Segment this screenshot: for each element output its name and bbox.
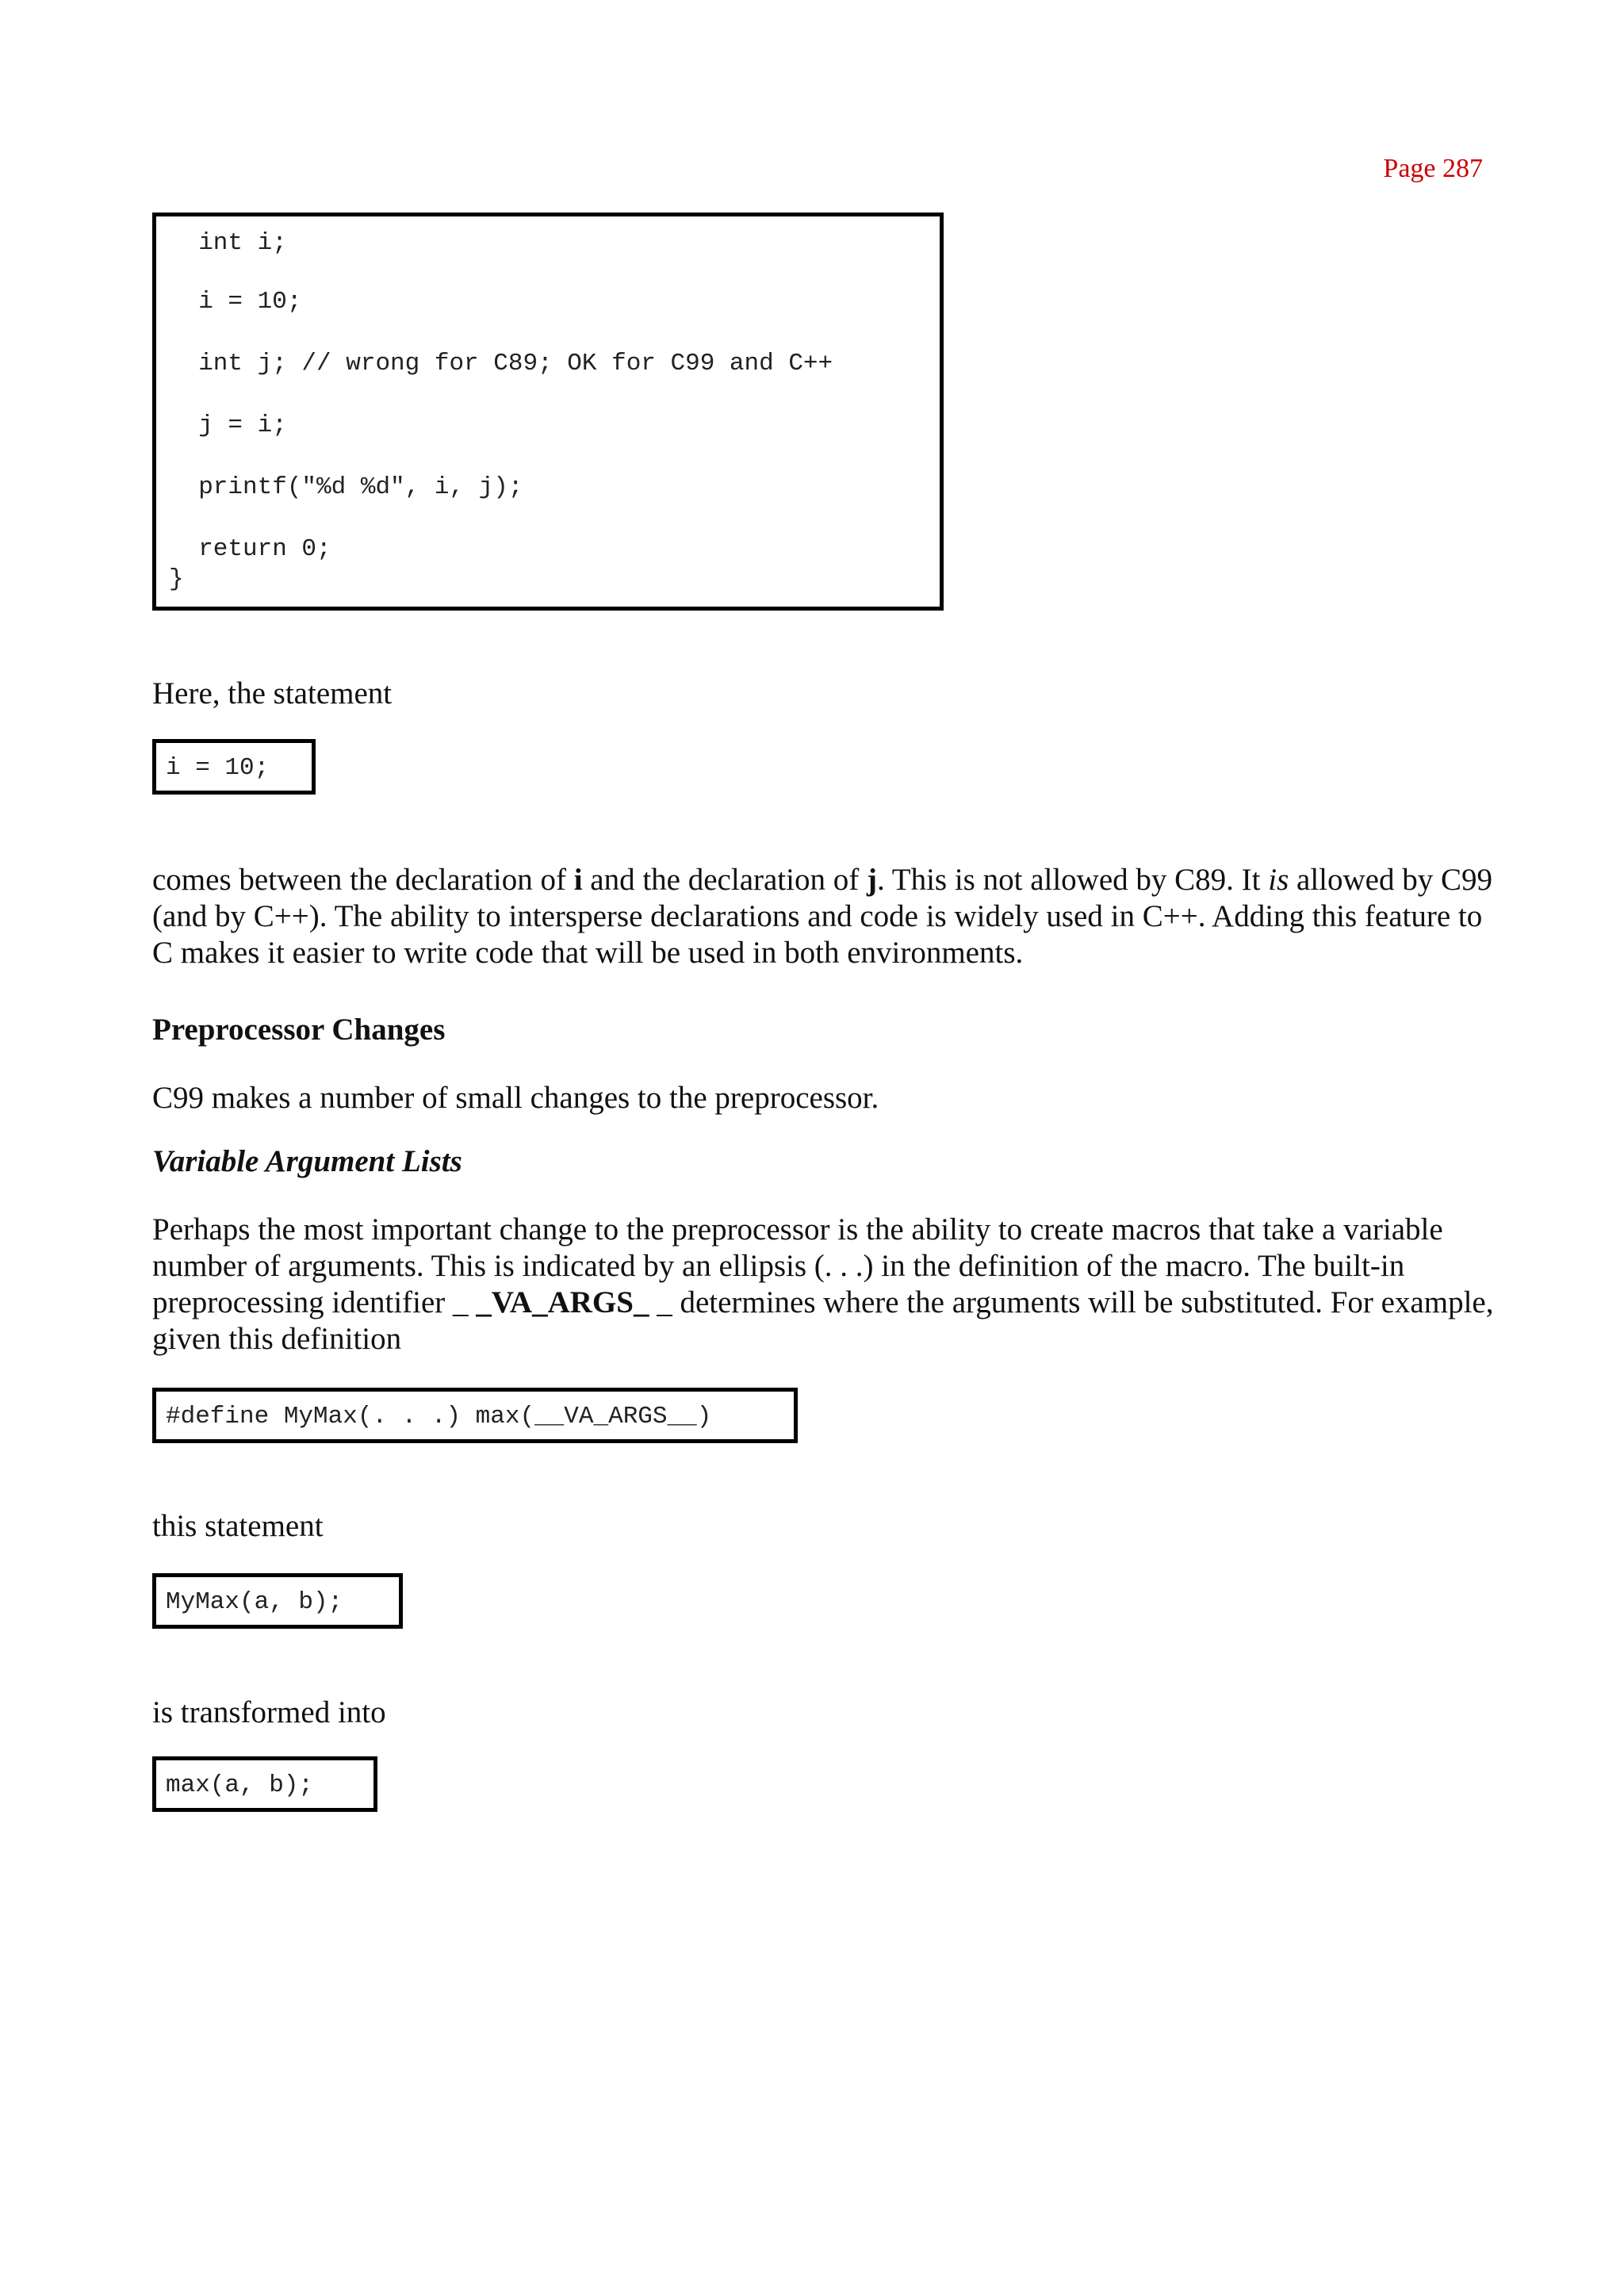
variable-j: j	[866, 863, 877, 897]
paragraph-c99-changes: C99 makes a number of small changes to the preprocessor.	[152, 1081, 879, 1115]
code-line: max(a, b);	[166, 1771, 314, 1799]
code-line: int i;	[169, 229, 287, 257]
code-block-main	[152, 213, 944, 611]
paragraph-transformed-into: is transformed into	[152, 1695, 386, 1729]
text-run: and the declaration of	[582, 863, 867, 897]
text-run: . This is not allowed by C89. It	[876, 863, 1269, 897]
paragraph-perhaps	[152, 1212, 1500, 1358]
code-snippet-i-equals-10	[152, 739, 316, 795]
code-line: j = i;	[169, 412, 287, 439]
code-line: printf("%d %d", i, j);	[169, 473, 523, 501]
paragraph-this-statement: this statement	[152, 1509, 324, 1543]
identifier-va-args: _VA_ARGS_	[476, 1285, 649, 1319]
code-line: int j; // wrong for C89; OK for C99 and C++	[169, 350, 833, 377]
code-line: #define MyMax(. . .) max(__VA_ARGS__)	[166, 1403, 712, 1430]
code-snippet-define	[152, 1388, 798, 1443]
code-line: MyMax(a, b);	[166, 1588, 343, 1616]
code-snippet-mymax	[152, 1573, 403, 1629]
text-run: comes between the declaration of	[152, 863, 574, 897]
paragraph-comes-between	[152, 862, 1500, 971]
code-line: }	[169, 565, 184, 593]
code-line: return 0;	[169, 535, 331, 563]
text-run: Perhaps the most important change to the preprocessor is the ability to create macros that take a variable number of arguments. This is indicated by an ellipsis (. . .) in the definition of the macro. The built-in preprocessing identifier _	[152, 1212, 1443, 1319]
code-line: i = 10;	[169, 288, 302, 316]
variable-i: i	[573, 863, 583, 897]
heading-variable-argument-lists: Variable Argument Lists	[152, 1144, 462, 1178]
text-run: allowed by C99 (and by C++). The ability to intersperse declarations and code is widely used in C++. Adding this feature to C makes it easier to write code that will be used in both environments.	[152, 863, 1492, 970]
code-snippet-max	[152, 1756, 377, 1812]
code-line: i = 10;	[166, 754, 270, 782]
emphasis-is: is	[1268, 863, 1289, 897]
heading-preprocessor-changes: Preprocessor Changes	[152, 1013, 446, 1047]
text-run: _ determines where the arguments will be substituted. For example, given this definition	[152, 1285, 1494, 1356]
paragraph-here: Here, the statement	[152, 676, 393, 710]
page-number: Page 287	[1383, 154, 1483, 183]
